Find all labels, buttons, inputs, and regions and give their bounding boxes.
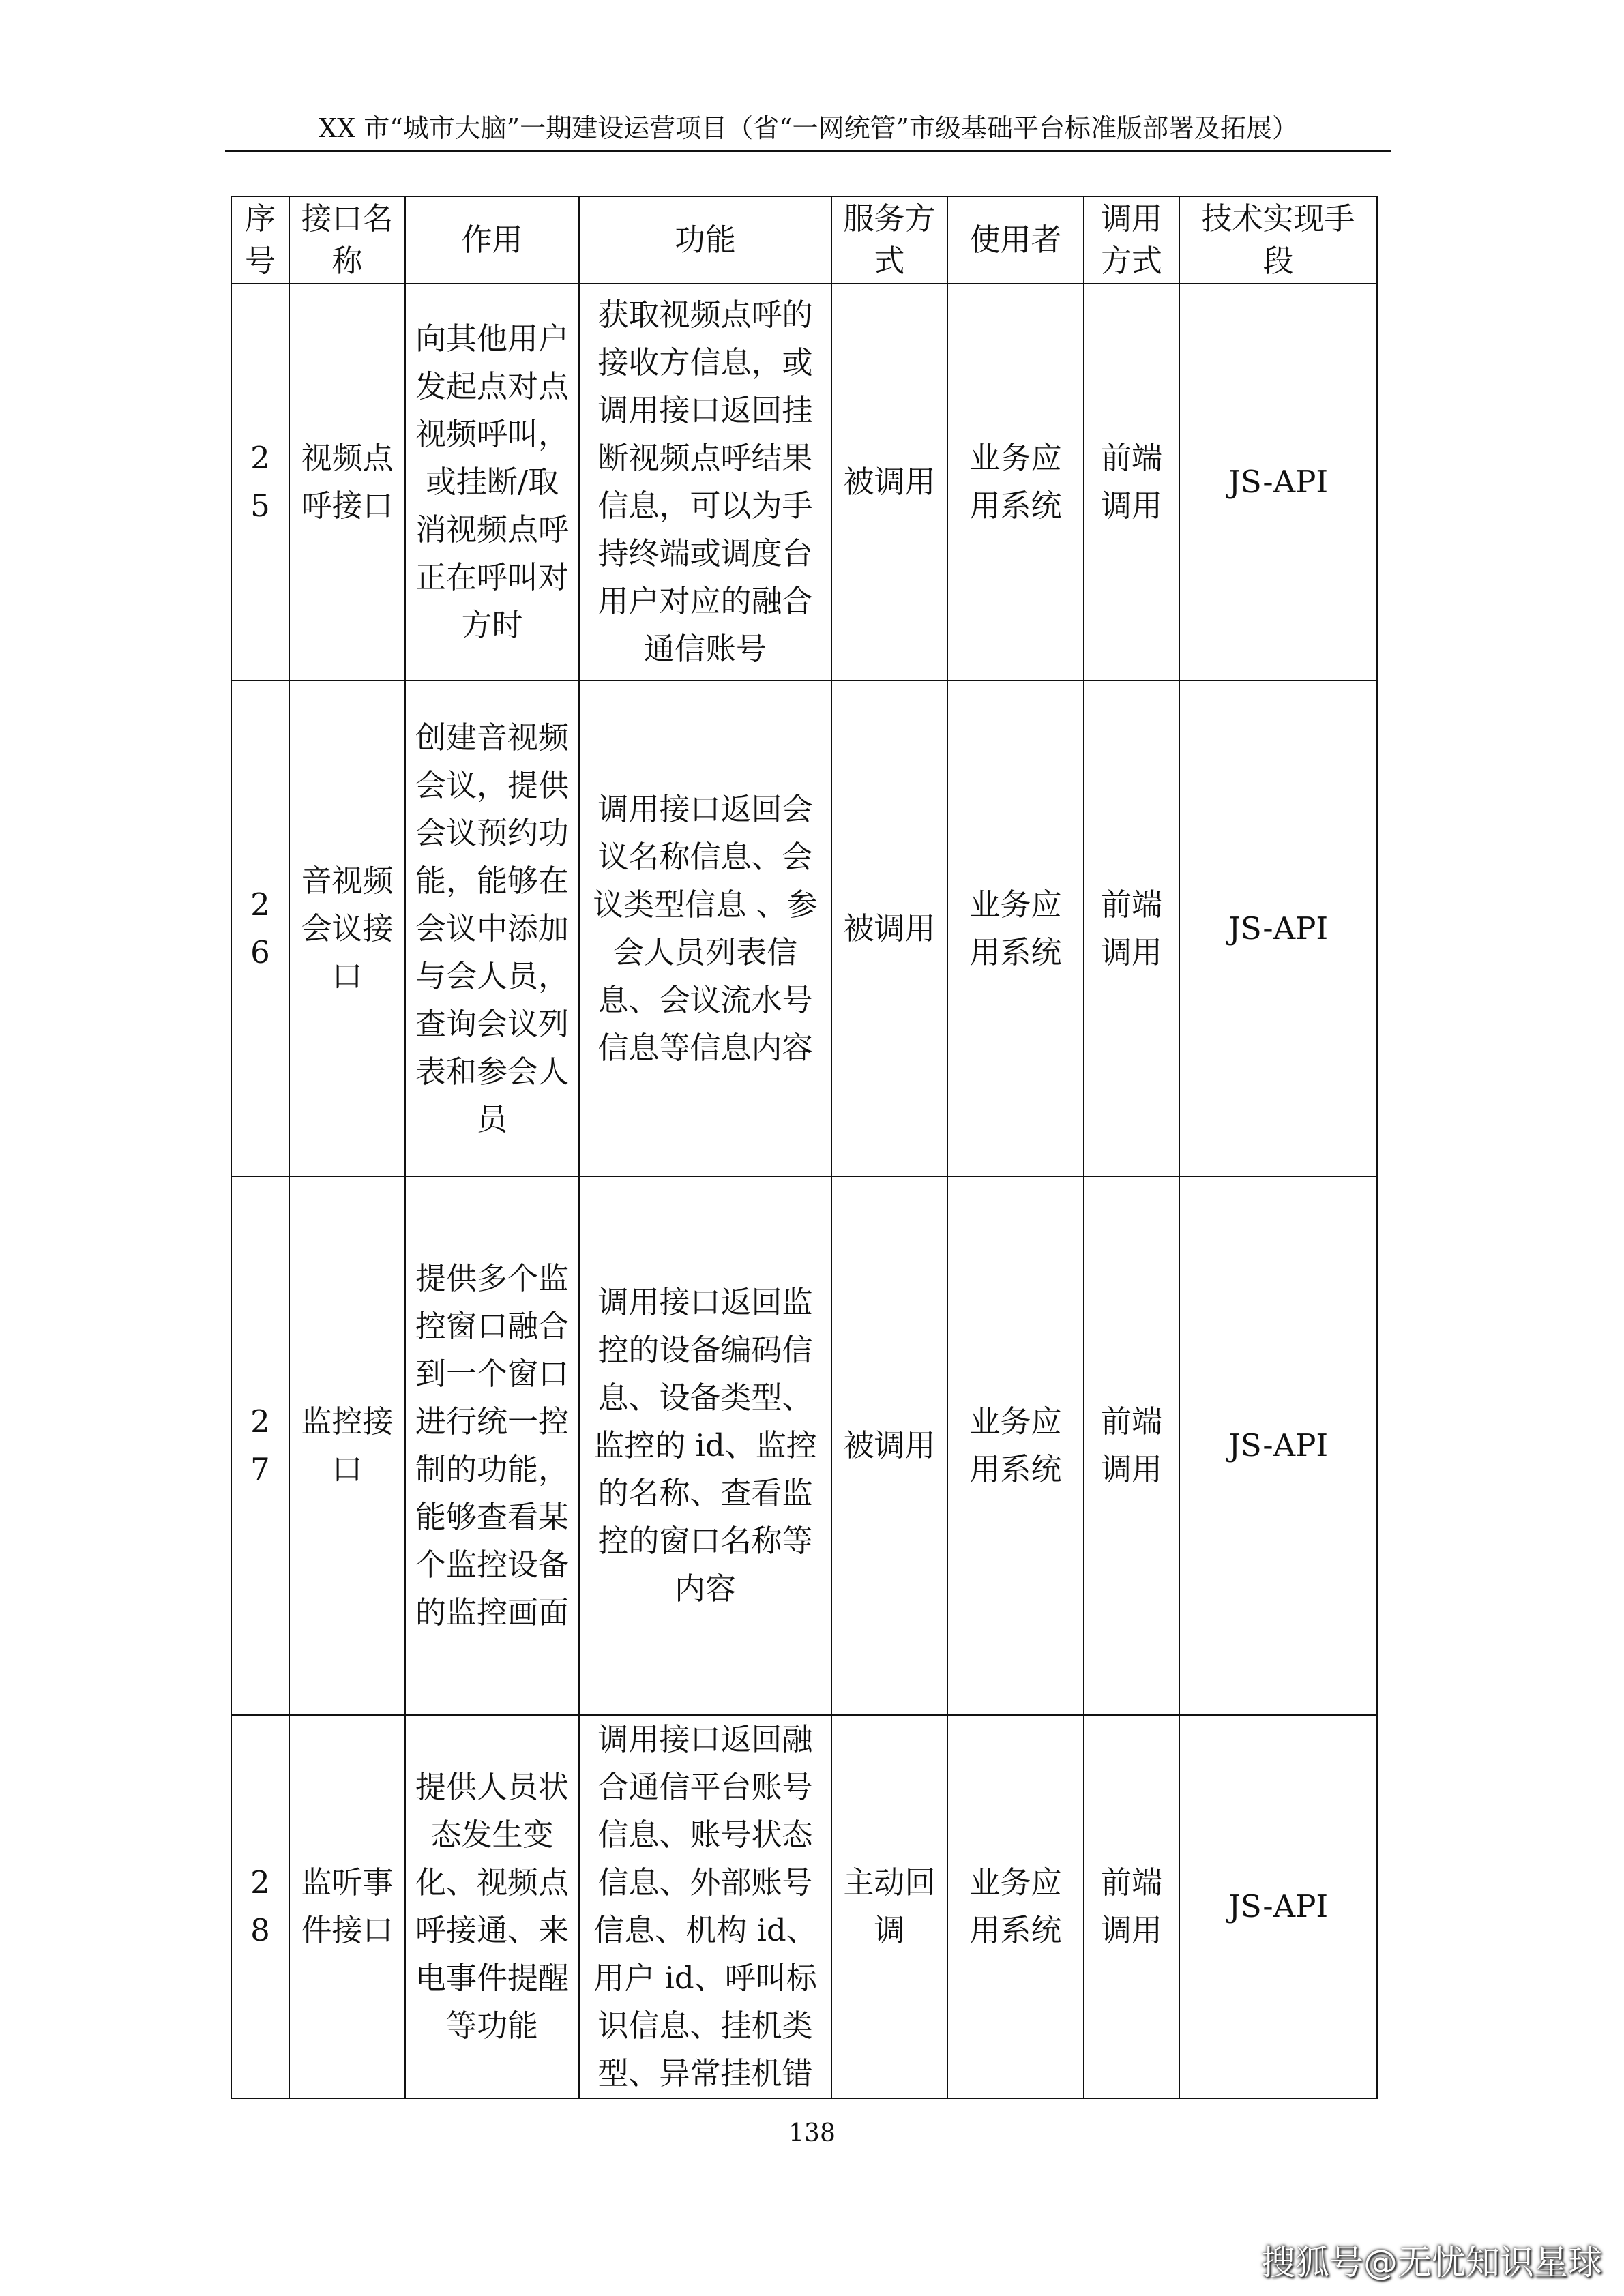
row-number: 25 bbox=[231, 284, 289, 681]
tech-implementation: JS-API bbox=[1179, 1715, 1377, 2098]
page-number: 138 bbox=[788, 2119, 836, 2147]
table-row bbox=[231, 1176, 1377, 1715]
interface-function: 获取视频点呼的接收方信息，或调用接口返回挂断视频点呼结果信息，可以为手持终端或调度台用户对应的融合通信账号 bbox=[579, 284, 831, 681]
tech-implementation: JS-API bbox=[1179, 1176, 1377, 1715]
tech-implementation: JS-API bbox=[1179, 681, 1377, 1176]
service-mode: 被调用 bbox=[831, 1176, 947, 1715]
column-header: 使用者 bbox=[947, 196, 1084, 284]
call-mode: 前端调用 bbox=[1084, 681, 1179, 1176]
call-mode: 前端调用 bbox=[1084, 284, 1179, 681]
row-number: 27 bbox=[231, 1176, 289, 1715]
interface-user: 业务应用系统 bbox=[947, 681, 1084, 1176]
column-header: 技术实现手段 bbox=[1179, 196, 1377, 284]
page-header: XX 市“城市大脑”一期建设运营项目（省“一网统管”市级基础平台标准版部署及拓展） bbox=[319, 113, 1298, 143]
interface-function: 调用接口返回会议名称信息、会议类型信息 、参会人员列表信息、会议流水号信息等信息内容 bbox=[579, 681, 831, 1176]
column-header: 服务方式 bbox=[831, 196, 947, 284]
column-header: 序号 bbox=[231, 196, 289, 284]
interface-name: 音视频会议接口 bbox=[289, 681, 405, 1176]
call-mode: 前端调用 bbox=[1084, 1176, 1179, 1715]
interface-user: 业务应用系统 bbox=[947, 1176, 1084, 1715]
interface-function: 调用接口返回融合通信平台账号信息、账号状态信息、外部账号信息、机构 id、用户 id、呼叫标识信息、挂机类型、异常挂机错 bbox=[579, 1715, 831, 2098]
watermark: 搜狐号@无忧知识星球 bbox=[1261, 2243, 1602, 2282]
table-row bbox=[231, 1715, 1377, 2098]
column-header: 调用方式 bbox=[1084, 196, 1179, 284]
row-number: 26 bbox=[231, 681, 289, 1176]
interface-purpose: 向其他用户发起点对点视频呼叫，或挂断/取消视频点呼正在呼叫对方时 bbox=[405, 284, 579, 681]
row-number: 28 bbox=[231, 1715, 289, 2098]
table-header-row bbox=[231, 196, 1377, 284]
interface-user: 业务应用系统 bbox=[947, 1715, 1084, 2098]
interface-name: 监听事件接口 bbox=[289, 1715, 405, 2098]
interface-purpose: 提供人员状态发生变化、视频点呼接通、来电事件提醒等功能 bbox=[405, 1715, 579, 2098]
service-mode: 被调用 bbox=[831, 284, 947, 681]
interface-name: 视频点呼接口 bbox=[289, 284, 405, 681]
interface-name: 监控接口 bbox=[289, 1176, 405, 1715]
interface-function: 调用接口返回监控的设备编码信息、设备类型、监控的 id、监控的名称、查看监控的窗口名称等内容 bbox=[579, 1176, 831, 1715]
tech-implementation: JS-API bbox=[1179, 284, 1377, 681]
call-mode: 前端调用 bbox=[1084, 1715, 1179, 2098]
interface-user: 业务应用系统 bbox=[947, 284, 1084, 681]
column-header: 功能 bbox=[579, 196, 831, 284]
interface-purpose: 提供多个监控窗口融合到一个窗口进行统一控制的功能，能够查看某个监控设备的监控画面 bbox=[405, 1176, 579, 1715]
column-header: 作用 bbox=[405, 196, 579, 284]
header-divider bbox=[225, 150, 1391, 152]
interface-table bbox=[231, 196, 1378, 2099]
column-header: 接口名称 bbox=[289, 196, 405, 284]
service-mode: 被调用 bbox=[831, 681, 947, 1176]
service-mode: 主动回调 bbox=[831, 1715, 947, 2098]
interface-purpose: 创建音视频会议，提供会议预约功能，能够在会议中添加与会人员，查询会议列表和参会人员 bbox=[405, 681, 579, 1176]
table-row bbox=[231, 681, 1377, 1176]
table-row bbox=[231, 284, 1377, 681]
